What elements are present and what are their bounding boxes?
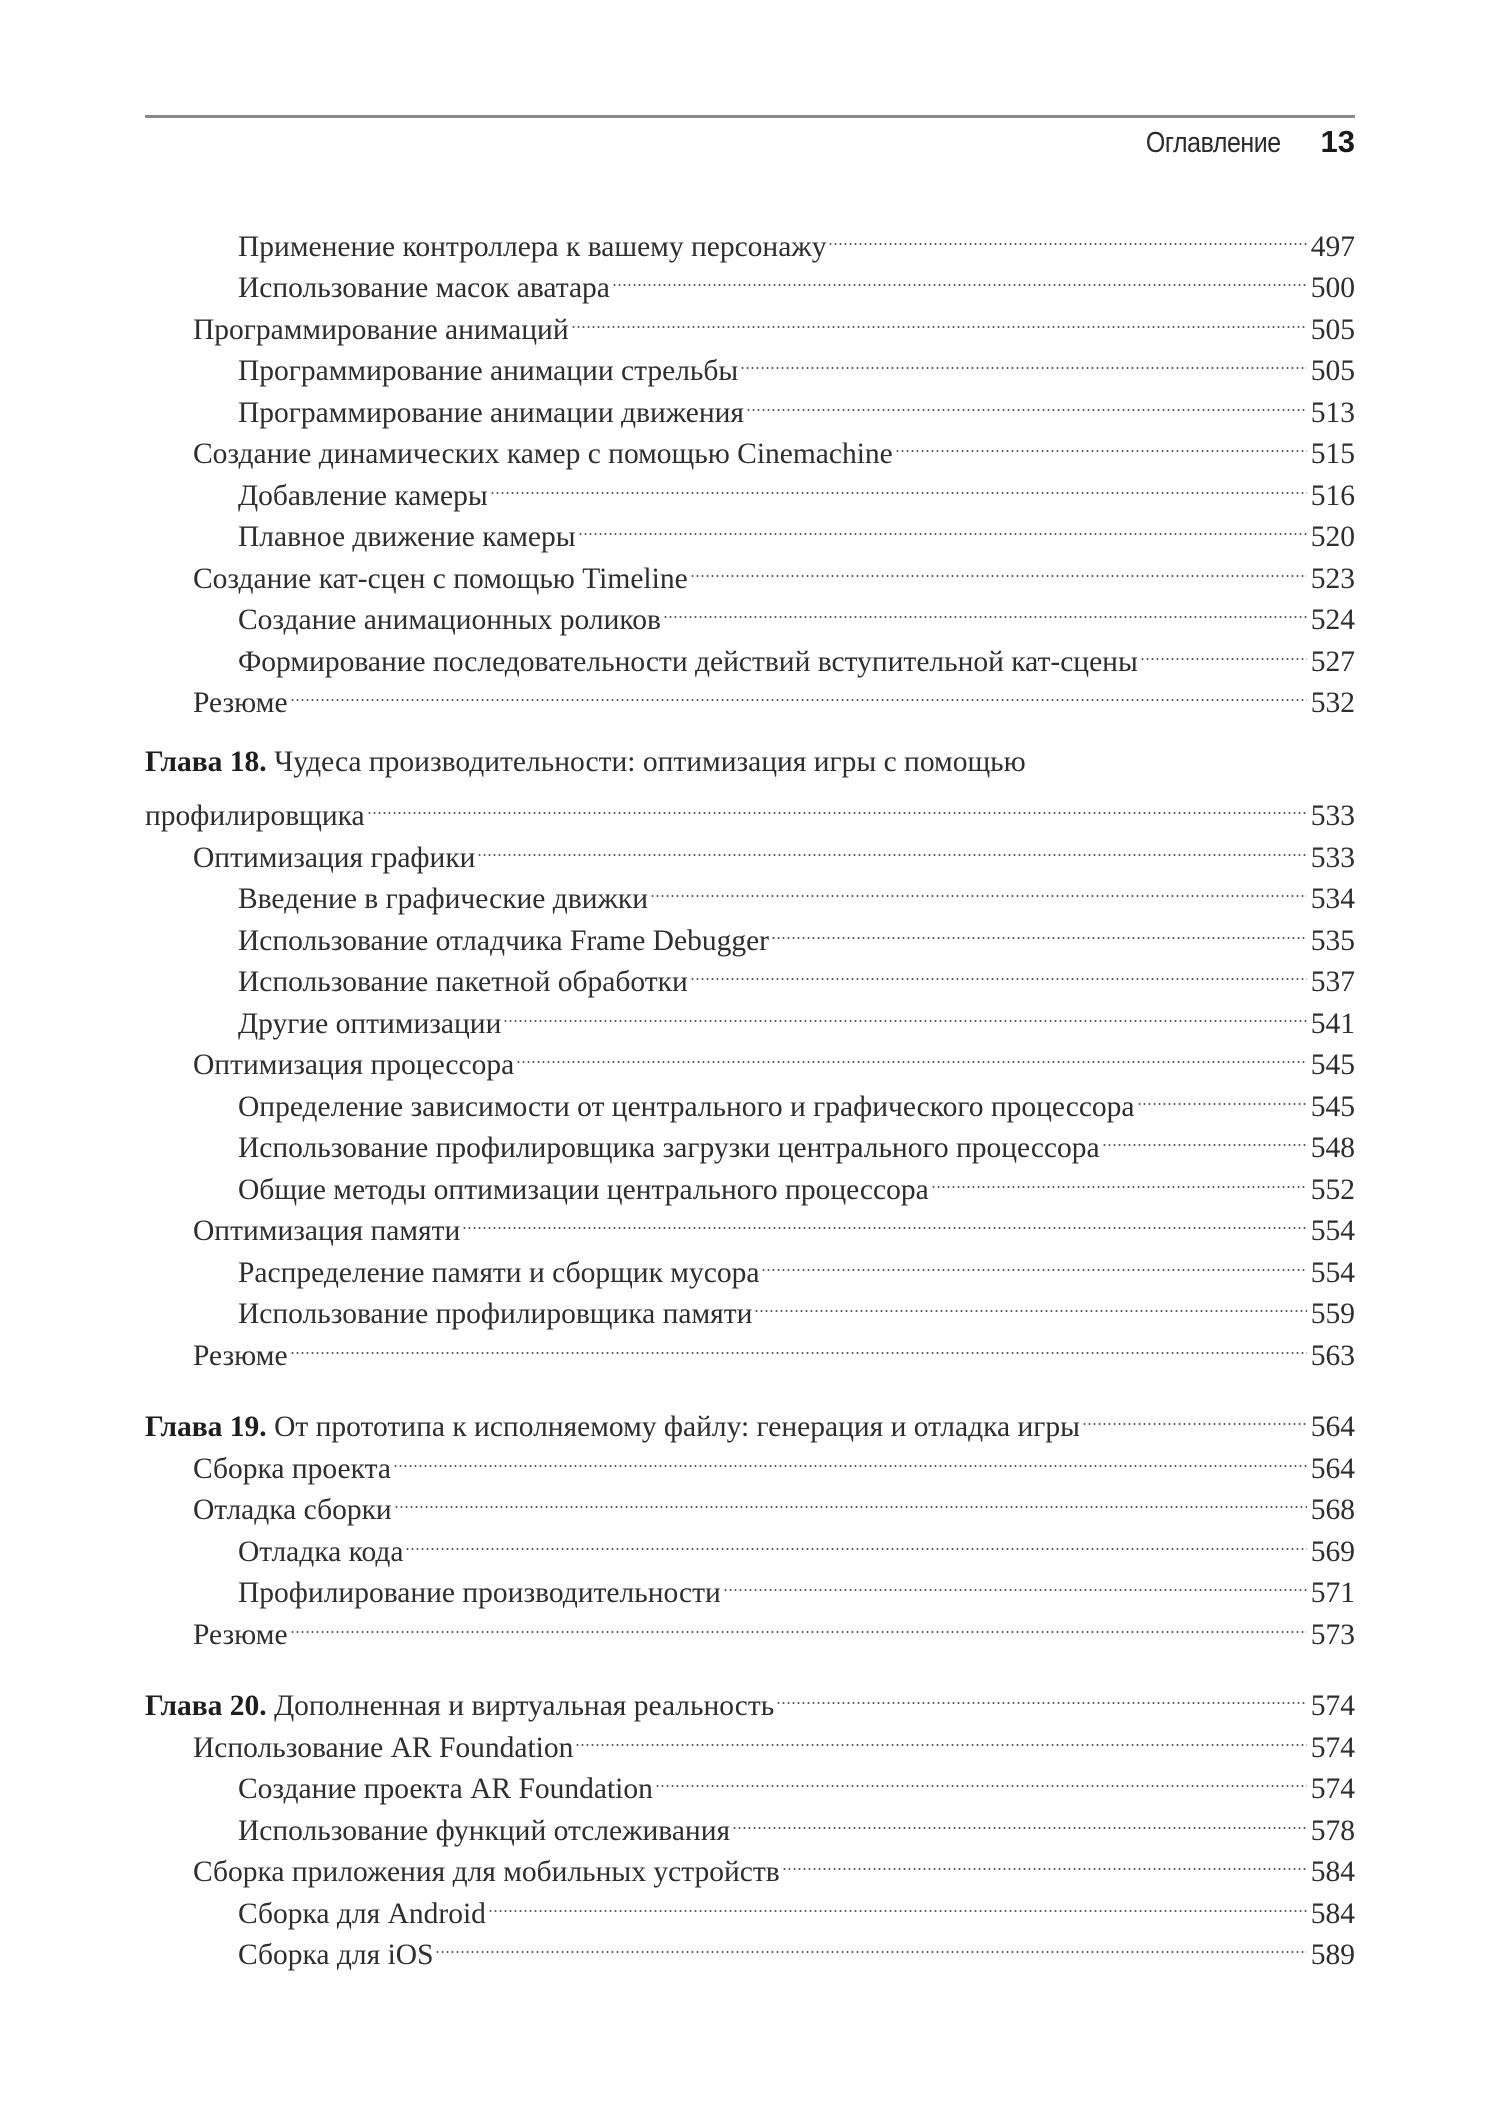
toc-entry-page: 552	[1310, 1173, 1355, 1206]
dot-leader	[690, 546, 1307, 588]
chapter-page: 533	[1310, 800, 1355, 832]
toc-entry-title: Введение в графические движки	[238, 883, 649, 915]
dot-leader	[895, 422, 1307, 464]
dot-leader	[477, 825, 1307, 867]
toc-entry-title: Использование профилировщика загрузки центрального процессора	[238, 1132, 1100, 1164]
dot-leader	[723, 1561, 1307, 1603]
chapter-page: 564	[1310, 1411, 1355, 1443]
dot-leader	[690, 950, 1307, 992]
toc-entry-title: Создание динамических камер с помощью Cinemachine	[193, 438, 893, 470]
dot-leader	[1102, 1116, 1307, 1158]
dot-leader	[290, 1602, 1307, 1644]
dot-leader	[571, 297, 1307, 339]
toc-entry-title: Другие оптимизации	[238, 1007, 502, 1040]
toc-entry-page: 569	[1310, 1535, 1355, 1568]
toc-entry-page: 524	[1310, 604, 1355, 636]
running-header	[1124, 124, 1355, 160]
toc-entry-title: Сборка для Android	[238, 1897, 486, 1930]
chapter-title: Дополненная и виртуальная реальность	[274, 1690, 775, 1722]
toc-entry-title: Применение контроллера к вашему персонажу	[238, 230, 827, 263]
chapter-19-heading[interactable]	[145, 1395, 1355, 1443]
toc-entry-page: 516	[1310, 479, 1355, 512]
toc-entry-page: 497	[1310, 230, 1355, 263]
chapter-18-heading-continued[interactable]	[145, 784, 1355, 832]
toc-entry-page: 554	[1310, 1256, 1355, 1289]
toc-entry-page: 527	[1310, 645, 1355, 678]
toc-entry-page: 545	[1310, 1049, 1355, 1081]
toc-entry-page: 532	[1310, 687, 1355, 719]
toc-entry-title: Использование масок аватара	[238, 272, 610, 304]
dot-leader	[435, 1923, 1307, 1965]
dot-leader	[290, 671, 1307, 713]
dot-leader	[290, 1323, 1307, 1365]
toc-entry-page: 571	[1310, 1577, 1355, 1609]
toc-entry-title: Программирование анимации стрельбы	[238, 355, 739, 387]
toc-entry-page: 584	[1310, 1856, 1355, 1888]
toc-entry-page: 523	[1310, 562, 1355, 595]
dot-leader	[732, 1798, 1307, 1840]
dot-leader	[503, 991, 1307, 1033]
dot-leader	[828, 214, 1307, 256]
toc-entry-title: Использование отладчика Frame Debugger	[238, 924, 769, 957]
dot-leader	[650, 867, 1307, 909]
toc-entry-title: Резюме	[193, 687, 288, 719]
chapter-label: Глава 20.	[145, 1690, 267, 1722]
toc-entry-page: 548	[1310, 1132, 1355, 1164]
toc-entry-title: Оптимизация графики	[193, 841, 476, 874]
toc-entry-title: Оптимизация процессора	[193, 1049, 515, 1081]
toc-entry-page: 574	[1310, 1773, 1355, 1805]
toc-entry-title: Формирование последовательности действий вступительной кат-сцены	[238, 645, 1138, 678]
dot-leader	[761, 1240, 1307, 1282]
dot-leader	[488, 1881, 1307, 1923]
toc-entry-title: Общие методы оптимизации центрального процессора	[238, 1173, 929, 1206]
dot-leader	[1137, 1074, 1307, 1116]
page-number: 13	[1320, 124, 1355, 159]
toc-entry-title: Программирование анимаций	[193, 313, 569, 346]
toc-entry-page: 564	[1310, 1452, 1355, 1485]
chapter-label: Глава 19.	[145, 1411, 267, 1443]
toc-entry-page: 513	[1310, 396, 1355, 429]
table-of-contents	[145, 214, 1355, 1971]
toc-entry-title: Отладка сборки	[193, 1494, 392, 1526]
toc-entry-title: Сборка для iOS	[238, 1939, 434, 1971]
dot-leader	[771, 908, 1307, 950]
toc-entry-title: Создание проекта AR Foundation	[238, 1773, 653, 1805]
dot-leader	[394, 1478, 1307, 1520]
dot-leader	[663, 588, 1307, 630]
dot-leader	[776, 1674, 1307, 1716]
dot-leader	[516, 1033, 1307, 1075]
toc-entry-page: 574	[1310, 1731, 1355, 1764]
chapter-label: Глава 18.	[145, 746, 267, 778]
chapter-title: Чудеса производительности: оптимизация игры с помощью	[274, 746, 1026, 778]
toc-entry-page: 589	[1310, 1939, 1355, 1971]
toc-entry-title: Определение зависимости от центрального и графического процессора	[238, 1090, 1135, 1123]
chapter-18-heading[interactable]	[145, 742, 1355, 784]
dot-leader	[405, 1519, 1307, 1561]
toc-entry-title: Резюме	[193, 1339, 288, 1372]
toc-entry-page: 545	[1310, 1090, 1355, 1123]
toc-entry-title: Профилирование производительности	[238, 1577, 721, 1609]
toc-entry-title: Плавное движение камеры	[238, 521, 576, 553]
toc-entry-page: 535	[1310, 924, 1355, 957]
toc-entry[interactable]	[145, 1602, 1355, 1651]
toc-entry-title: Добавление камеры	[238, 479, 488, 512]
dot-leader	[367, 784, 1307, 826]
toc-entry-page: 584	[1310, 1897, 1355, 1930]
toc-entry-title: Использование функций отслеживания	[238, 1814, 731, 1847]
dot-leader	[754, 1282, 1307, 1324]
dot-leader	[931, 1157, 1307, 1199]
toc-entry-page: 563	[1310, 1339, 1355, 1372]
dot-leader	[746, 380, 1307, 422]
dot-leader	[1082, 1395, 1307, 1437]
toc-entry[interactable]	[145, 1323, 1355, 1372]
toc-entry-title: Создание кат-сцен с помощью Timeline	[193, 562, 688, 595]
dot-leader	[655, 1757, 1307, 1799]
toc-entry-page: 578	[1310, 1814, 1355, 1847]
dot-leader	[393, 1436, 1307, 1478]
toc-entry-title: Распределение памяти и сборщик мусора	[238, 1256, 760, 1289]
dot-leader	[490, 463, 1307, 505]
toc-entry-title: Отладка кода	[238, 1535, 404, 1568]
toc-entry-page: 520	[1310, 521, 1355, 553]
toc-entry[interactable]	[145, 214, 1355, 263]
chapter-page: 574	[1310, 1690, 1355, 1722]
toc-entry-page: 573	[1310, 1618, 1355, 1651]
header-rule	[145, 115, 1355, 118]
toc-entry-title: Резюме	[193, 1618, 288, 1651]
toc-entry-page: 568	[1310, 1494, 1355, 1526]
dot-leader	[782, 1840, 1307, 1882]
toc-entry-title: Использование пакетной обработки	[238, 966, 688, 998]
toc-entry-title: Создание анимационных роликов	[238, 604, 661, 636]
dot-leader	[575, 1715, 1307, 1757]
toc-entry-title: Программирование анимации движения	[238, 396, 744, 429]
toc-entry-page: 515	[1310, 438, 1355, 470]
toc-entry-page: 541	[1310, 1007, 1355, 1040]
toc-entry-page: 559	[1310, 1298, 1355, 1330]
toc-entry-page: 505	[1310, 355, 1355, 387]
toc-entry-title: Сборка проекта	[193, 1452, 391, 1485]
toc-entry-title: Сборка приложения для мобильных устройств	[193, 1856, 780, 1888]
toc-entry-page: 537	[1310, 966, 1355, 998]
dot-leader	[462, 1199, 1307, 1241]
toc-entry-title: Использование профилировщика памяти	[238, 1298, 753, 1330]
chapter-title: От прототипа к исполняемому файлу: генерация и отладка игры	[274, 1411, 1080, 1443]
toc-entry-page: 534	[1310, 883, 1355, 915]
toc-entry-page: 505	[1310, 313, 1355, 346]
toc-entry-page: 554	[1310, 1215, 1355, 1247]
toc-entry-page: 500	[1310, 272, 1355, 304]
dot-leader	[578, 505, 1307, 547]
chapter-20-heading[interactable]	[145, 1674, 1355, 1722]
dot-leader	[612, 256, 1307, 298]
section-title: Оглавление	[1145, 127, 1281, 159]
toc-entry[interactable]	[145, 671, 1355, 719]
toc-entry-page: 533	[1310, 841, 1355, 874]
dot-leader	[740, 339, 1307, 381]
toc-entry-title: Использование AR Foundation	[193, 1731, 574, 1764]
toc-entry-title: Оптимизация памяти	[193, 1215, 461, 1247]
dot-leader	[1140, 629, 1307, 671]
chapter-title-continued: профилировщика	[145, 800, 365, 832]
